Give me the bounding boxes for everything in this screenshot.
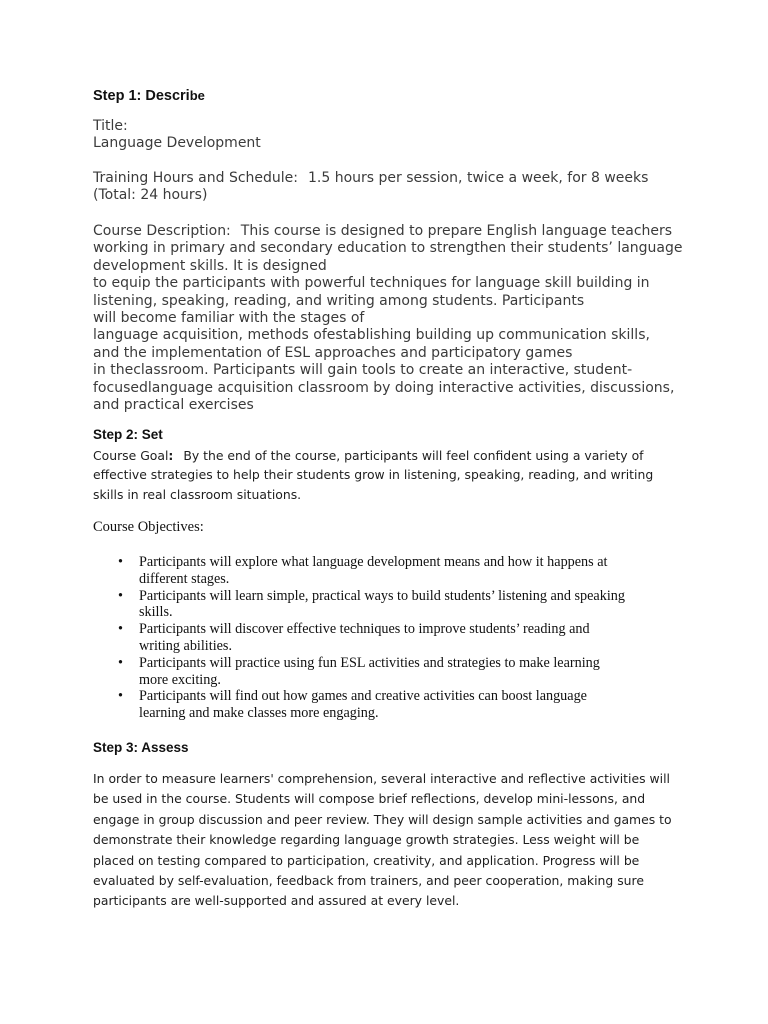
objective-line: different stages. xyxy=(139,570,230,587)
step1-heading xyxy=(93,88,205,104)
objective-line: learning and make classes more engaging. xyxy=(139,705,379,722)
bullet-icon: • xyxy=(118,654,123,671)
objective-line: Participants will explore what language development means and how it happens at xyxy=(139,554,608,570)
bullet-icon: • xyxy=(118,587,123,604)
assessment-line: placed on testing compared to participation, creativity, and application. Progress will be xyxy=(93,852,640,868)
description-line: will become familiar with the stages of xyxy=(93,310,365,327)
description-label: Course Description: xyxy=(93,223,231,239)
assessment-line: evaluated by self-evaluation, feedback from trainers, and peer cooperation, making sure xyxy=(93,873,644,889)
title-label: Title: xyxy=(93,118,128,134)
description-line xyxy=(93,223,693,240)
list-item xyxy=(118,688,698,722)
step3-heading: Step 3: Assess xyxy=(93,740,189,755)
goal-line: effective strategies to help their students grow in listening, speaking, reading, and writing xyxy=(93,467,654,483)
description-line: working in primary and secondary education to strengthen their students’ language xyxy=(93,240,683,257)
bullet-icon: • xyxy=(118,688,123,705)
description-line: listening, speaking, reading, and writing among students. Participants xyxy=(93,292,585,309)
objective-line: Participants will find out how games and creative activities can boost language xyxy=(139,688,587,705)
assessment-line: In order to measure learners' comprehension, several interactive and reflective activities will xyxy=(93,771,670,786)
course-description-block xyxy=(93,223,693,414)
assessment-line: participants are well-supported and assured at every level. xyxy=(93,893,460,909)
step1-heading-main: Step 1: Descri xyxy=(93,88,190,104)
description-line: and the implementation of ESL approaches and participatory games xyxy=(93,344,573,361)
objective-line: Participants will discover effective techniques to improve students’ reading and xyxy=(139,621,590,638)
assessment-line: engage in group discussion and peer review. They will design sample activities and games to xyxy=(93,811,672,827)
list-item xyxy=(118,588,698,622)
objective-line: more exciting. xyxy=(139,671,221,688)
description-line: in theclassroom. Participants will gain tools to create an interactive, student- xyxy=(93,362,633,379)
objectives-title: Course Objectives: xyxy=(93,519,204,535)
objective-line: writing abilities. xyxy=(139,637,232,654)
step1-heading-tail: be xyxy=(189,88,205,103)
list-item xyxy=(118,554,698,588)
course-goal-block xyxy=(93,446,693,504)
hours-label: Training Hours and Schedule: xyxy=(93,170,298,186)
list-item xyxy=(118,621,698,655)
training-hours-block xyxy=(93,170,693,205)
hours-value: 1.5 hours per session, twice a week, for 8 weeks xyxy=(308,170,649,186)
bullet-icon: • xyxy=(118,554,123,570)
assessment-line: demonstrate their knowledge regarding language growth strategies. Less weight will be xyxy=(93,832,640,848)
description-line: to equip the participants with powerful techniques for language skill building in xyxy=(93,275,650,292)
objective-line: skills. xyxy=(139,604,173,621)
bullet-icon: • xyxy=(118,621,123,638)
objective-line: Participants will practice using fun ESL activities and strategies to make learning xyxy=(139,654,600,671)
objective-line: Participants will learn simple, practical ways to build students’ listening and speaking xyxy=(139,587,625,604)
course-title-block xyxy=(93,118,693,153)
assessment-paragraph xyxy=(93,769,693,912)
objectives-list xyxy=(118,554,698,722)
description-line: language acquisition, methods ofestablishing building up communication skills, xyxy=(93,327,650,344)
description-line: focusedlanguage acquisition classroom by doing interactive activities, discussions, xyxy=(93,379,675,396)
goal-colon: : xyxy=(168,448,174,463)
description-line: and practical exercises xyxy=(93,397,254,414)
description-text: This course is designed to prepare English language teachers xyxy=(240,223,673,239)
list-item xyxy=(118,655,698,689)
goal-line xyxy=(93,446,693,465)
goal-line: skills in real classroom situations. xyxy=(93,486,302,502)
title-value: Language Development xyxy=(93,135,261,152)
hours-line xyxy=(93,170,693,187)
goal-text: By the end of the course, participants will feel confident using a variety of xyxy=(183,448,644,463)
hours-total: (Total: 24 hours) xyxy=(93,187,208,204)
description-line: development skills. It is designed xyxy=(93,257,327,274)
assessment-line: be used in the course. Students will compose brief reflections, develop mini-lessons, and xyxy=(93,791,646,807)
goal-label: Course Goal xyxy=(93,448,169,463)
step2-heading: Step 2: Set xyxy=(93,427,163,442)
